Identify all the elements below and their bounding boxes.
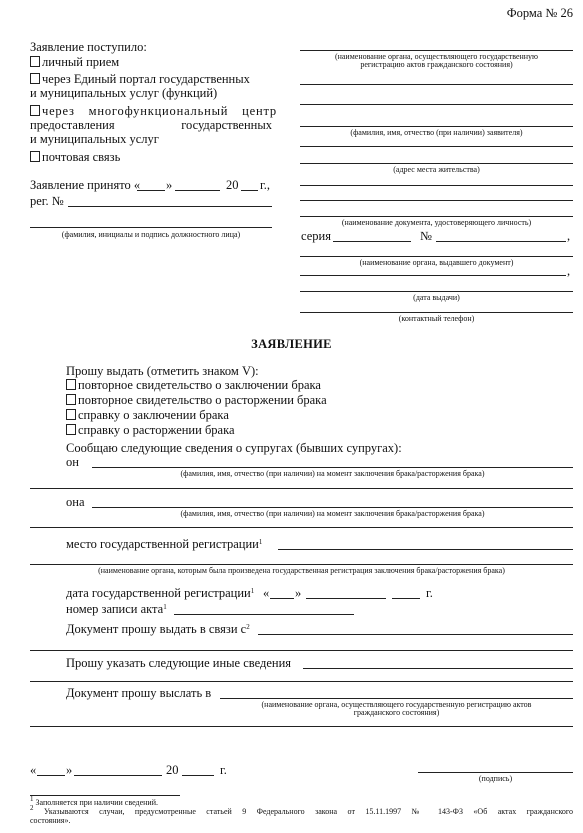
address-line-3[interactable] <box>300 185 573 186</box>
signature-caption: (подпись) <box>478 774 513 783</box>
sign-year-field[interactable] <box>182 775 214 776</box>
footnote-2-cont: состояния». <box>30 816 71 825</box>
phone-field[interactable] <box>300 312 573 313</box>
reg-month-field[interactable] <box>306 598 386 599</box>
other-info-field[interactable] <box>303 668 573 669</box>
issuer-caption: (наименование органа, выдавшего документ) <box>359 258 514 267</box>
reg-label: рег. № <box>30 194 64 208</box>
other-info-line-2[interactable] <box>30 681 573 682</box>
request-option-2[interactable]: повторное свидетельство о расторжении брака <box>66 393 327 407</box>
issuer-comma: , <box>567 264 571 278</box>
option-mfc-cont2: и муниципальных услуг <box>30 132 159 146</box>
footnote-divider <box>30 795 180 796</box>
authority-field[interactable] <box>300 50 573 51</box>
option-post[interactable]: почтовая связь <box>30 150 120 164</box>
request-option-3[interactable]: справку о заключении брака <box>66 408 229 422</box>
reg-year-field[interactable] <box>392 598 420 599</box>
reg-year-suffix: г. <box>426 586 433 600</box>
request-option-4[interactable]: справку о расторжении брака <box>66 423 235 437</box>
series-label: серия <box>301 229 331 243</box>
send-to-label: Документ прошу выслать в <box>66 686 212 700</box>
send-to-caption-1: (наименование органа, осуществляющего государственную регистрацию актов <box>261 700 532 709</box>
request-intro: Прошу выдать (отметить знаком V): <box>66 364 259 378</box>
accepted-year: 20 <box>226 178 239 192</box>
checkbox[interactable] <box>66 409 76 420</box>
sign-year-suffix: г. <box>220 763 227 777</box>
checkbox[interactable] <box>30 73 40 84</box>
official-signature-field[interactable] <box>30 227 272 228</box>
checkbox[interactable] <box>66 424 76 435</box>
checkbox[interactable] <box>30 56 40 67</box>
issue-date-caption: (дата выдачи) <box>413 293 460 302</box>
footnote-1: $^1$ Заполняется при наличии сведений. <box>30 795 158 807</box>
other-info-label: Прошу указать следующие иные сведения <box>66 656 292 670</box>
reg-number-field[interactable] <box>68 206 272 207</box>
reg-date-close: » <box>295 586 302 600</box>
send-to-line-2[interactable] <box>30 726 573 727</box>
record-number-field[interactable] <box>174 614 354 615</box>
sign-day-field[interactable] <box>37 775 65 776</box>
option-portal-cont: и муниципальных услуг (функций) <box>30 86 218 100</box>
id-doc-caption: (наименование документа, удостоверяющего личность) <box>341 218 532 227</box>
he-name-line-2[interactable] <box>30 488 573 489</box>
address-line-1[interactable] <box>300 146 573 147</box>
she-name-field[interactable] <box>92 507 573 508</box>
send-to-caption-2: гражданского состояния) <box>353 708 440 717</box>
issuer-field[interactable] <box>300 256 573 257</box>
authority-caption-1: (наименование органа, осуществляющего государственную <box>334 52 539 61</box>
reason-label: Документ прошу выдать в связи $с^2$ <box>66 622 250 636</box>
he-label: он <box>66 455 79 469</box>
phone-caption: (контактный телефон) <box>398 314 475 323</box>
received-title: Заявление поступило: <box>30 40 147 54</box>
official-caption: (фамилия, инициалы и подпись должностного лица) <box>61 230 241 239</box>
number-label: № <box>420 229 432 243</box>
applicant-caption: (фамилия, имя, отчество (при наличии) заявителя) <box>350 128 523 137</box>
accepted-day-field[interactable] <box>137 190 165 191</box>
reason-line-2[interactable] <box>30 650 573 651</box>
footnote-2: $^2$ Указываются случаи, предусмотренные статьей 9 Федерального закона от 15.11.1997 № 143-ФЗ «Об актах гражданского <box>30 804 574 816</box>
issue-date-field[interactable] <box>300 291 573 292</box>
registration-place-caption: (наименование органа, которым была произведена государственная регистрация заключения брака/расторжения брака) <box>98 566 505 575</box>
reg-day-field[interactable] <box>270 598 294 599</box>
sign-date-open: « <box>30 763 37 777</box>
spouses-intro: Сообщаю следующие сведения о супругах (бывших супругах): <box>66 441 402 455</box>
reg-date-open: « <box>263 586 270 600</box>
record-number-label: номер записи акта$^1$ <box>66 602 167 616</box>
number-field[interactable] <box>436 241 566 242</box>
address-caption: (адрес места жительства) <box>393 165 480 174</box>
issuer-line-2[interactable] <box>300 275 566 276</box>
id-doc-field[interactable] <box>300 216 573 217</box>
applicant-line-2[interactable] <box>300 104 573 105</box>
accepted-mid: » <box>166 178 173 192</box>
address-line-2[interactable] <box>300 163 573 164</box>
she-name-caption: (фамилия, имя, отчество (при наличии) на момент заключения брака/расторжения брака) <box>180 509 485 518</box>
she-label: она <box>66 495 85 509</box>
option-mfc[interactable]: через многофункциональный центр <box>30 104 272 118</box>
checkbox[interactable] <box>30 105 40 116</box>
sign-date-close: » <box>66 763 73 777</box>
applicant-line-3[interactable] <box>300 126 573 127</box>
sign-year: 20 <box>166 763 179 777</box>
accepted-month-field[interactable] <box>175 190 220 191</box>
he-name-caption: (фамилия, имя, отчество (при наличии) на момент заключения брака/расторжения брака) <box>180 469 485 478</box>
request-option-1[interactable]: повторное свидетельство о заключении брака <box>66 378 321 392</box>
checkbox[interactable] <box>66 379 76 390</box>
option-in-person[interactable]: личный прием <box>30 55 119 69</box>
accepted-prefix: Заявление принято « <box>30 178 141 192</box>
accepted-year-field[interactable] <box>241 190 258 191</box>
checkbox[interactable] <box>30 151 40 162</box>
registration-place-line-2[interactable] <box>30 564 573 565</box>
form-number: Форма № 26 <box>506 6 573 20</box>
address-line-4[interactable] <box>300 200 573 201</box>
checkbox[interactable] <box>66 394 76 405</box>
send-to-field[interactable] <box>220 698 573 699</box>
sign-month-field[interactable] <box>74 775 162 776</box>
applicant-line-1[interactable] <box>300 84 573 85</box>
registration-date-label: дата государственной регистрации$^1$ <box>66 586 255 600</box>
series-field[interactable] <box>333 241 411 242</box>
number-comma: , <box>567 229 571 243</box>
reason-field[interactable] <box>258 634 573 635</box>
option-portal[interactable]: через Единый портал государственных <box>30 72 272 86</box>
she-name-line-2[interactable] <box>30 527 573 528</box>
document-title: ЗАЯВЛЕНИЕ <box>251 337 332 351</box>
option-mfc-cont: предоставления государственных <box>30 118 272 132</box>
registration-place-label: место государственной регистрации$^1$ <box>66 537 263 551</box>
authority-caption-2: регистрацию актов гражданского состояния) <box>360 60 513 69</box>
signature-field[interactable] <box>418 772 573 773</box>
registration-place-field[interactable] <box>278 549 573 550</box>
accepted-suffix: г., <box>260 178 270 192</box>
he-name-field[interactable] <box>92 467 573 468</box>
